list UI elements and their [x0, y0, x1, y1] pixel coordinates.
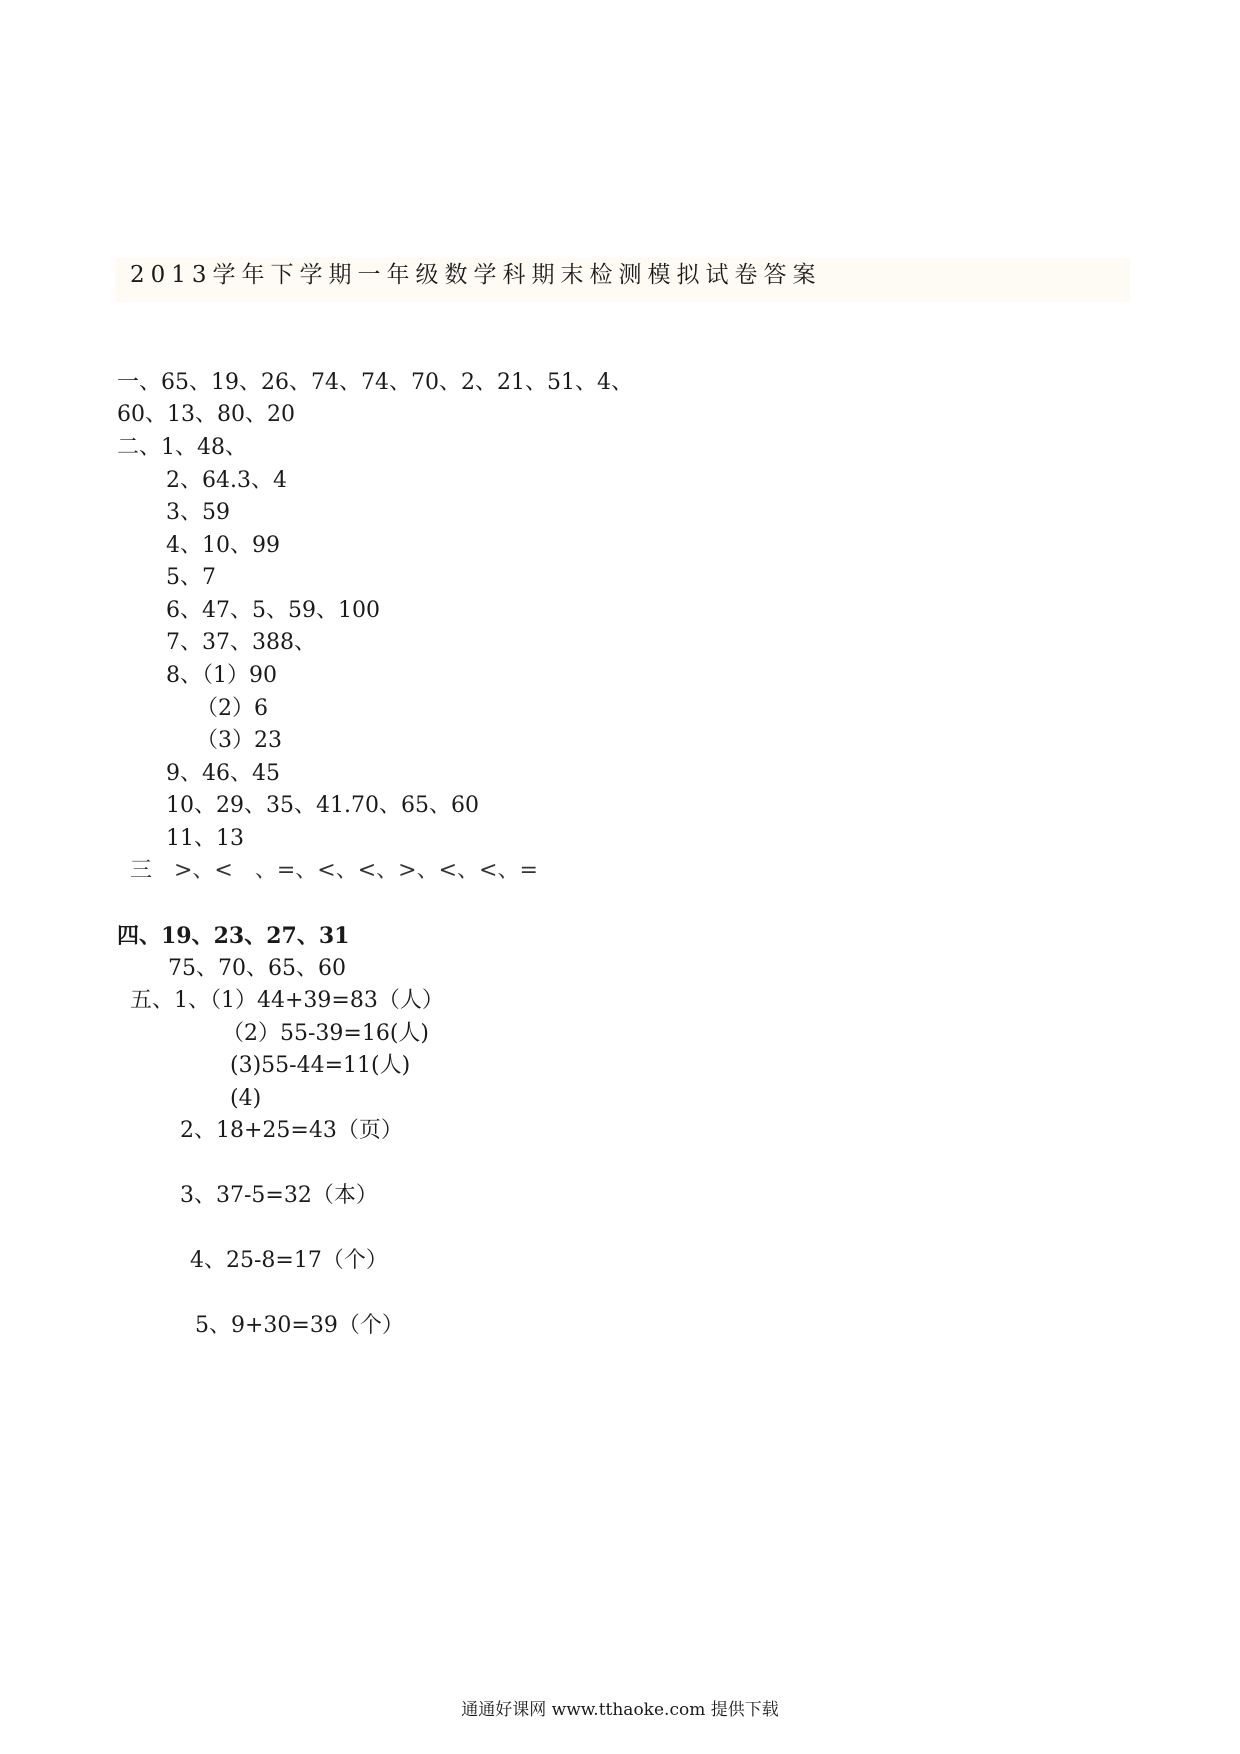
answer-line-section5-q1-4: (4): [230, 1086, 262, 1111]
answer-line-section1-2: 60、13、80、20: [117, 402, 295, 427]
answer-line-section5-q4: 4、25-8=17（个）: [190, 1248, 388, 1273]
answer-line-section5-q1-2: （2）55-39=16(人): [222, 1021, 430, 1046]
footer-source-credit: 通通好课网 www.tthaoke.com 提供下载: [461, 1700, 779, 1720]
answer-line-section2-q8-3: （3）23: [196, 728, 282, 753]
answer-line-section1-1: 一、65、19、26、74、74、70、2、21、51、4、: [117, 370, 633, 395]
answer-line-section2-q6: 6、47、5、59、100: [166, 598, 380, 623]
answer-line-section3: 三 >、< 、=、<、<、>、<、<、=: [130, 858, 538, 883]
answer-line-section2-q5: 5、7: [166, 565, 216, 590]
answer-line-section5-q2: 2、18+25=43（页）: [180, 1118, 403, 1143]
answer-line-section2-q8-1: 8、（1）90: [166, 663, 277, 688]
answer-line-section2-q10: 10、29、35、41.70、65、60: [166, 793, 479, 818]
answer-line-section2-q4: 4、10、99: [166, 533, 280, 558]
page-title: 2013学年下学期一年级数学科期末检测模拟试卷答案: [130, 262, 822, 288]
answer-line-section2-q8-2: （2）6: [196, 696, 268, 721]
answer-line-section5-q1-1: 五、1、（1）44+39=83（人）: [130, 988, 444, 1013]
answer-line-section5-q3: 3、37-5=32（本）: [180, 1183, 378, 1208]
answer-line-section2-q2: 2、64.3、4: [166, 468, 287, 493]
answer-line-section2-q11: 11、13: [166, 826, 244, 851]
answer-line-section4-1: 四、19、23、27、31: [117, 923, 350, 949]
answer-line-section2-q9: 9、46、45: [166, 761, 280, 786]
answer-line-section5-q1-3: (3)55-44=11(人): [230, 1053, 411, 1078]
answer-line-section2-q1: 二、1、48、: [117, 435, 247, 460]
answer-line-section2-q7: 7、37、388、: [166, 630, 316, 655]
answer-line-section4-2: 75、70、65、60: [168, 956, 346, 981]
answer-line-section2-q3: 3、59: [166, 500, 230, 525]
answer-line-section5-q5: 5、9+30=39（个）: [195, 1313, 404, 1338]
